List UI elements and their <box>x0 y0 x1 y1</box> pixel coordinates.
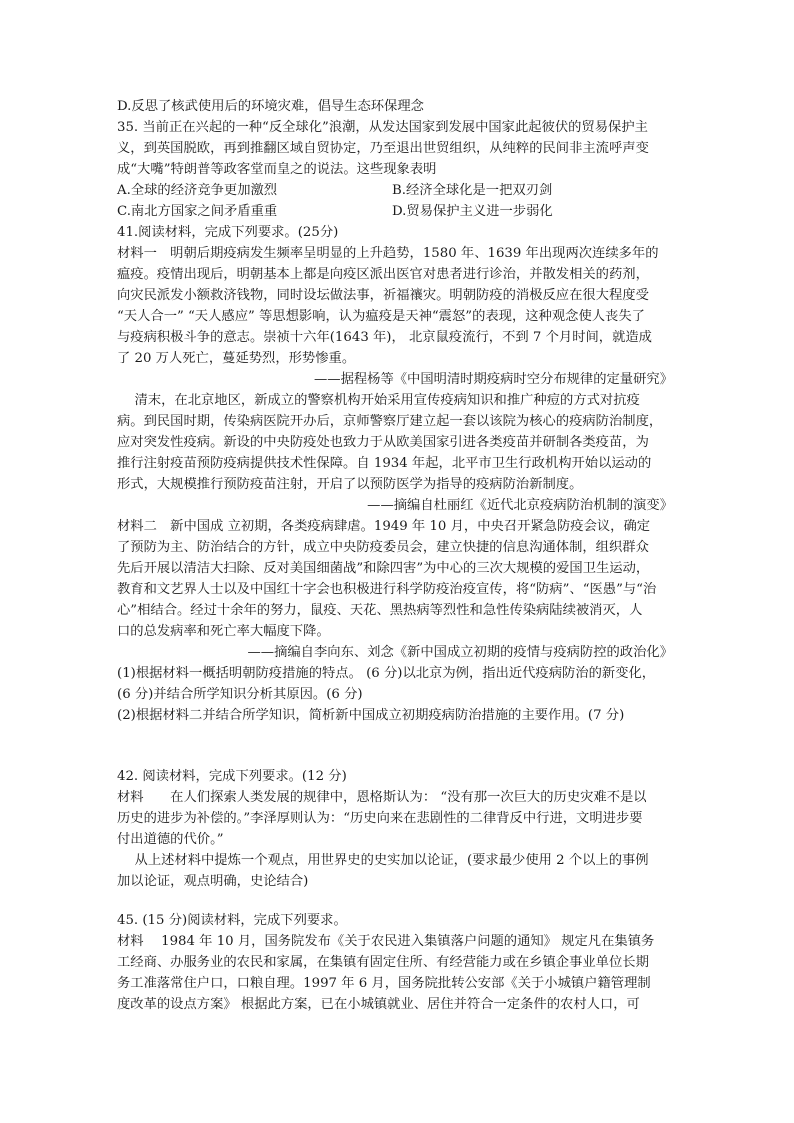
option-c: C.南北方国家之间矛盾重重 <box>117 204 278 219</box>
text-line: 材料一 明朝后期疫病发生频率呈明显的上升趋势，1580 年、1639 年出现两次连续多年的 <box>117 246 659 261</box>
text-line: 向灾民派发小额救济钱物，同时设坛做法事，祈福禳灾。明朝防疫的消极反应在很大程度受 <box>117 288 649 303</box>
text-line: 病。到民国时期，传染病医院开办后，京师警察厅建立起一套以该院为核心的疫病防治制度， <box>117 414 663 429</box>
text-line: 教育和文艺界人士以及中国红十字会也积极进行科学防疫治疫宣传，将“防病”、“医愚”与“治 <box>117 582 657 597</box>
text-line: 从上述材料中提炼一个观点，用世界史的史实加以论证，(要求最少使用 2 个以上的事例 <box>117 853 649 868</box>
option-b: B.经济全球化是一把双刃剑 <box>392 183 553 198</box>
text-line: 瘟疫。疫情出现后，明朝基本上都是向疫区派出医官对患者进行诊治，并散发相关的药剂， <box>117 267 649 282</box>
text-line: 心”相结合。经过十余年的努力，鼠疫、天花、黑热病等烈性和急性传染病陆续被消灭，人 <box>117 603 643 618</box>
text-line: 口的总发病率和死亡率大幅度下降。 <box>117 624 330 639</box>
option-a: A.全球的经济竞争更加激烈 <box>117 183 278 198</box>
text-line: 与疫病积极斗争的意志。崇祯十六年(1643 年)， 北京鼠疫流行，不到 7 个月时间，就造成 <box>117 330 652 345</box>
question-45: 45. (15 分)阅读材料，完成下列要求。 <box>117 913 347 928</box>
text-line: “天人合一” “天人感应” 等思想影响，认为瘟疫是天神“震怒”的表现，这种观念使人丧失了 <box>117 309 645 324</box>
citation: ——摘编自李向东、刘念《新中国成立初期的疫情与疫病防控的政治化》 <box>247 645 673 660</box>
text-line: 了 20 万人死亡，蔓延势烈，形势惨重。 <box>117 351 356 366</box>
question-42: 42. 阅读材料，完成下列要求。(12 分) <box>117 769 347 784</box>
citation: ——摘编自杜丽红《近代北京疫病防治机制的演变》 <box>367 498 673 513</box>
text-line: 工经商、办服务业的农民和家属，在集镇有固定住所、有经营能力或在乡镇企事业单位长期 <box>117 955 649 970</box>
text-line: 义，到英国脱欧，再到推翻区域自贸协定，乃至退出世贸组织，从纯粹的民间非主流呼声变 <box>117 141 649 156</box>
text-line: 历史的进步为补偿的。”李泽厚则认为：“历史向来在悲剧性的二律背反中行进，文明进步要 <box>117 811 643 826</box>
citation: ——据程杨等《中国明清时期疫病时空分布规律的定量研究》 <box>313 372 673 387</box>
sub-question-1: (1)根据材料一概括明朝防疫措施的特点。 (6 分)以北京为例，指出近代疫病防治的新变化， <box>117 666 656 681</box>
text-line: 务工准落常住户口，口粮自理。1997 年 6 月，国务院批转公安部《关于小城镇户籍管理制 <box>117 976 651 991</box>
text-line: 清末，在北京地区，新成立的警察机构开始采用宣传疫病知识和推广种痘的方式对抗疫 <box>117 393 640 408</box>
question-41: 41.阅读材料，完成下列要求。(25分) <box>117 225 339 240</box>
text-line: 材料 在人们探索人类发展的规律中，恩格斯认为： “没有那一次巨大的历史灾难不是以 <box>117 790 647 805</box>
option-d: D.贸易保护主义进一步弱化 <box>392 204 553 219</box>
text-line: 付出道德的代价。” <box>117 832 224 847</box>
text-line: 形式，大规模推行预防疫苗注射，开启了以预防医学为指导的疫病防治新制度。 <box>117 477 583 492</box>
sub-question-2: (2)根据材料二并结合所学知识，简析新中国成立初期疫病防治措施的主要作用。(7 分) <box>117 708 625 723</box>
text-line: 成“大嘴”特朗普等政客堂而皇之的说法。这些现象表明 <box>117 162 437 177</box>
text-line: 应对突发性疫病。新设的中央防疫处也致力于从欧美国家引进各类疫苗并研制各类疫苗，为 <box>117 435 649 450</box>
text-line: 了预防为主、防治结合的方针，成立中央防疫委员会，建立快捷的信息沟通体制，组织群众 <box>117 540 649 555</box>
text-line: 度改革的设点方案》 根据此方案，已在小城镇就业、居住并符合一定条件的农村人口，可 <box>117 997 640 1012</box>
text-line: D.反思了核武使用后的环境灾难，倡导生态环保理念 <box>117 99 424 114</box>
text-line: 加以论证，观点明确，史论结合) <box>117 874 309 889</box>
text-line: (6 分)并结合所学知识分析其原因。(6 分) <box>117 687 363 702</box>
text-line: 推行注射疫苗预防疫病提供技术性保障。自 1934 年起，北平市卫生行政机构开始以运动的 <box>117 456 652 471</box>
question-35: 35. 当前正在兴起的一种“反全球化”浪潮，从发达国家到发展中国家此起彼伏的贸易保护主 <box>117 120 648 135</box>
text-line: 先后开展以清洁大扫除、反对美国细菌战”和除四害”为中心的三次大规模的爱国卫生运动， <box>117 561 650 576</box>
text-line: 材料 1984 年 10 月，国务院发布《关于农民进入集镇落户问题的通知》 规定凡在集镇务 <box>117 934 655 949</box>
text-line: 材料二 新中国成 立初期，各类疫病肆虐。1949 年 10 月，中央召开紧急防疫会议，确定 <box>117 519 651 534</box>
